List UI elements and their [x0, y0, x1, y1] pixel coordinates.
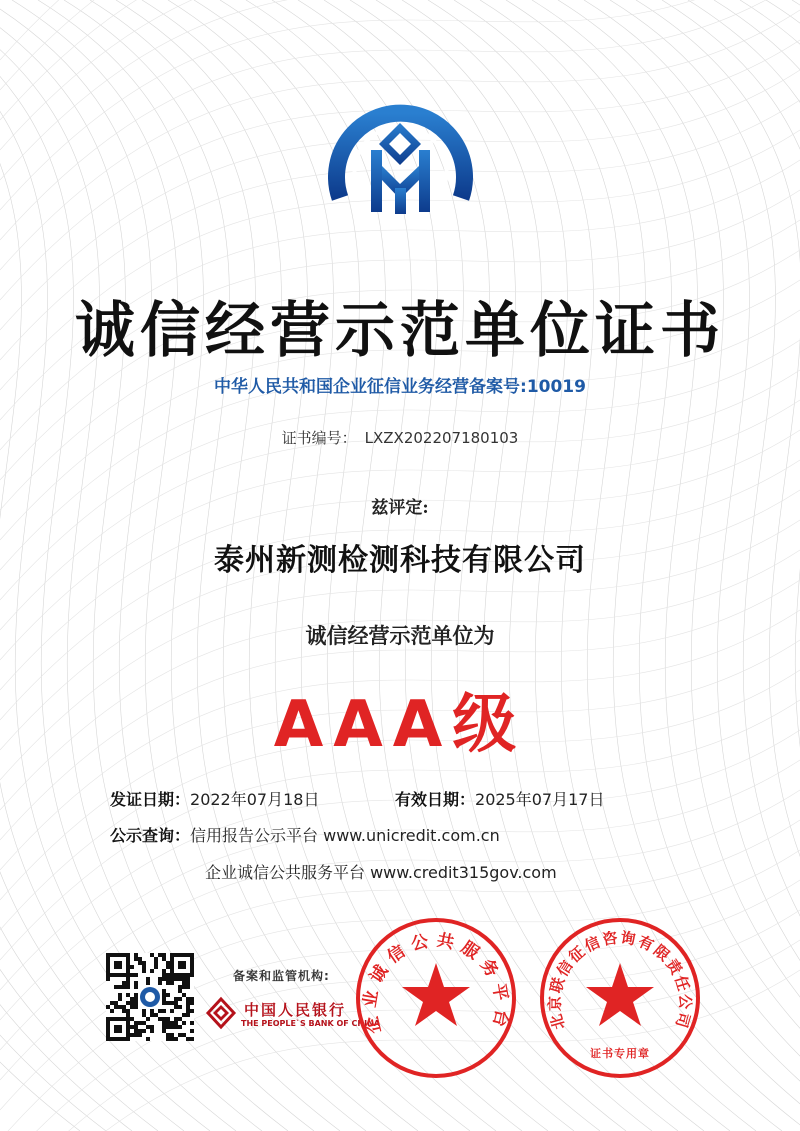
company-name: 泰州新测检测科技有限公司	[214, 543, 586, 578]
filing-authority-label: 备案和监管机构:	[233, 969, 330, 983]
publication-line-2: 企业诚信公共服务平台 www.credit315gov.com	[205, 863, 557, 882]
seal-1-text: 企业诚信公共服务平台	[360, 930, 512, 1036]
valid-date-label: 有效日期：	[395, 790, 476, 809]
certificate-number-row	[0, 427, 800, 448]
company-seal-stamp	[537, 915, 703, 1081]
seal-2-text: 北京联信征信咨询有限责任公司	[545, 928, 695, 1032]
credit-shield-logo-icon	[328, 88, 473, 233]
pboc-emblem-icon	[204, 996, 238, 1030]
valid-date-value: 2025年07月17日	[475, 790, 605, 809]
publication-line-1: 信用报告公示平台 www.unicredit.com.cn	[190, 826, 500, 845]
issue-date-row	[110, 787, 319, 810]
issue-date-value: 2022年07月18日	[190, 790, 320, 809]
filing-number-subtitle: 中华人民共和国企业征信业务经营备案号:10019	[214, 377, 586, 397]
publication-label: 公示查询：	[110, 826, 191, 845]
qr-code-icon	[106, 953, 194, 1041]
pboc-name-cn: 中国人民银行	[244, 1001, 347, 1019]
certificate-title: 诚信经营示范单位证书	[75, 296, 725, 366]
certificate-number-label: 证书编号：	[281, 429, 357, 447]
platform-seal-stamp	[353, 915, 519, 1081]
pboc-name-en: THE PEOPLE`S BANK OF CHINA	[241, 1019, 380, 1028]
award-statement: 诚信经营示范单位为	[305, 623, 495, 648]
seal-2-bottom-text: 证书专用章	[590, 1047, 650, 1060]
issue-date-label: 发证日期：	[110, 790, 191, 809]
publication-row	[110, 823, 500, 846]
credit-grade: AAA级	[273, 688, 527, 762]
certificate-number-value: LXZX202207180103	[364, 429, 519, 447]
valid-date-row	[395, 787, 604, 810]
assessment-intro: 兹评定:	[371, 498, 429, 518]
